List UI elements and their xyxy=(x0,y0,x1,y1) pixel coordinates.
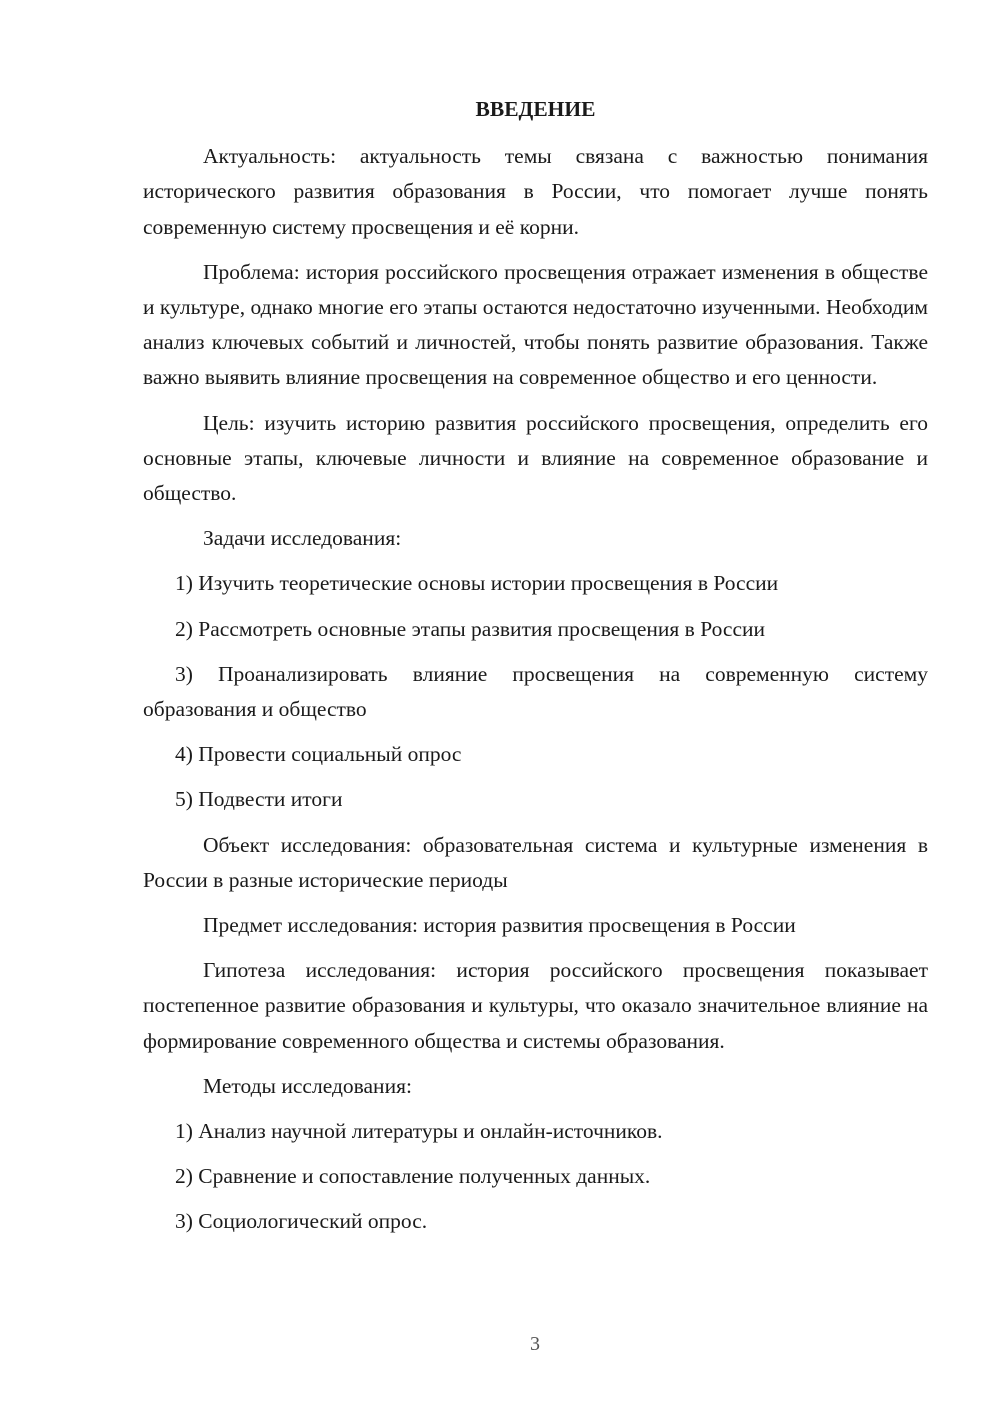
list-item-task-4: 4) Провести социальный опрос xyxy=(175,742,462,767)
paragraph-problem: Проблема: история российского просвещения отражает изменения в обществе и культуре, однако многие его этапы остаются недостаточно изученными. Необходим анализ ключевых событий и личностей, чтобы понять развитие образования. Также важно выявить влияние просвещения на современное общество и его ценности. xyxy=(143,259,928,390)
list-item-task-2: 2) Рассмотреть основные этапы развития просвещения в России xyxy=(175,616,766,641)
paragraph-goal: Цель: изучить историю развития российского просвещения, определить его основные этапы, ключевые личности и влияние на современное образование и общество. xyxy=(143,410,928,506)
list-item-task-1: 1) Изучить теоретические основы истории просвещения в России xyxy=(175,571,779,596)
paragraph-subject: Предмет исследования: история развития просвещения в России xyxy=(203,913,796,938)
section-title: ВВЕДЕНИЕ xyxy=(475,97,596,121)
list-item-method-1: 1) Анализ научной литературы и онлайн-источников. xyxy=(175,1119,663,1144)
list-item-method-2: 2) Сравнение и сопоставление полученных данных. xyxy=(175,1164,651,1189)
list-item-task-5: 5) Подвести итоги xyxy=(175,787,343,812)
paragraph-relevance: Актуальность: актуальность темы связана с важностью понимания исторического развития образования в России, что помогает лучше понять современную систему просвещения и её корни. xyxy=(143,144,928,239)
page-content xyxy=(143,92,928,1250)
paragraph-hypothesis: Гипотеза исследования: история российского просвещения показывает постепенное развитие образования и культуры, что оказало значительное влияние на формирование современного общества и системы образования. xyxy=(143,958,928,1053)
list-item-method-3: 3) Социологический опрос. xyxy=(175,1209,428,1234)
page-number: 3 xyxy=(530,1333,540,1355)
list-item-task-3: 3) Проанализировать влияние просвещения на современную систему образования и общество xyxy=(143,661,928,722)
paragraph-methods-heading: Методы исследования: xyxy=(203,1073,412,1098)
paragraph-object: Объект исследования: образовательная система и культурные изменения в России в разные исторические периоды xyxy=(143,832,928,892)
paragraph-tasks-heading: Задачи исследования: xyxy=(203,526,402,551)
